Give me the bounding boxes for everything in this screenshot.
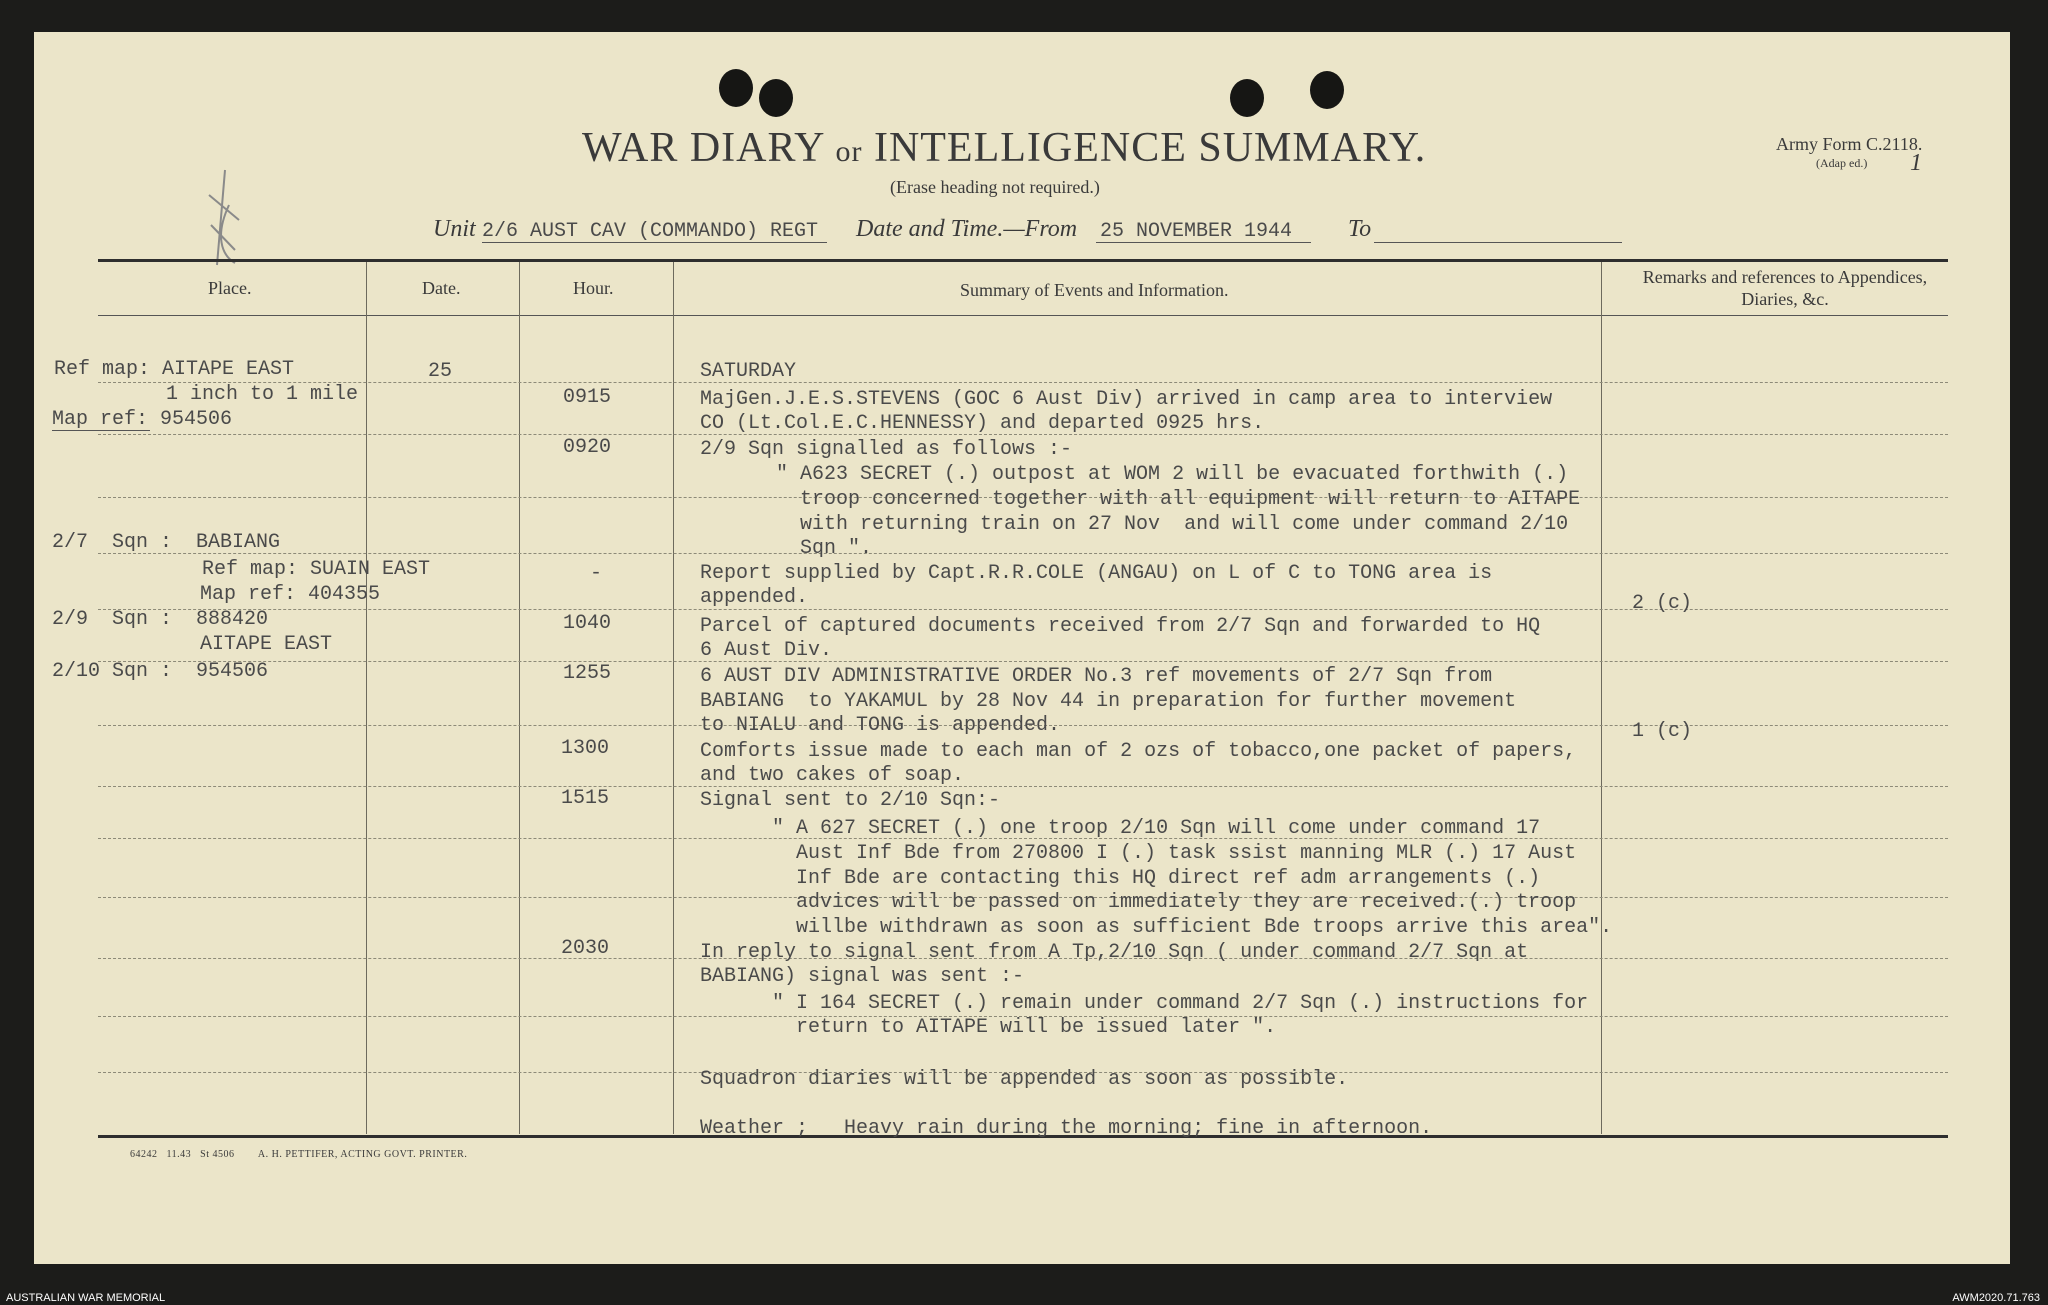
punch-hole — [719, 69, 753, 107]
remark-reference: 1 (c) — [1632, 720, 1693, 743]
hour-cell: 0915 — [563, 386, 612, 409]
summary-line: troop concerned together with all equipment will return to AITAPE — [800, 488, 1581, 511]
column-header-remarks: Remarks and references to Appendices, Diaries, &c. — [1642, 267, 1928, 309]
summary-line: BABIANG to YAKAMUL by 28 Nov 44 in preparation for further movement — [700, 690, 1517, 713]
column-header-hour: Hour. — [573, 278, 614, 298]
summary-line: return to AITAPE will be issued later ". — [796, 1016, 1277, 1039]
column-header-place: Place. — [208, 278, 252, 298]
column-divider — [519, 262, 520, 1134]
summary-line: Parcel of captured documents received from 2/7 Sqn and forwarded to HQ — [700, 615, 1541, 638]
place-entry: Map ref: 954506 — [52, 408, 233, 431]
unit-underline — [482, 242, 827, 243]
column-header-summary: Summary of Events and Information. — [960, 280, 1229, 300]
summary-line: " I 164 SECRET (.) remain under command 2/7 Sqn (.) instructions for — [772, 992, 1589, 1015]
to-underline — [1374, 242, 1622, 243]
summary-line: advices will be passed on immediately they are received.(.) troop — [796, 891, 1577, 914]
title-or: or — [835, 135, 863, 168]
table-top-rule — [98, 259, 1948, 262]
army-form-adap: (Adap ed.) — [1816, 156, 1868, 170]
date-value: 25 NOVEMBER 1944 — [1100, 220, 1293, 243]
map-ref-underline — [52, 430, 150, 431]
hour-cell: 1040 — [563, 612, 612, 635]
summary-line: Report supplied by Capt.R.R.COLE (ANGAU) on L of C to TONG area is — [700, 562, 1493, 585]
hour-cell: 1255 — [563, 662, 612, 685]
column-header-date: Date. — [422, 278, 461, 298]
summary-line: 2/9 Sqn signalled as follows :- — [700, 438, 1073, 461]
summary-line: MajGen.J.E.S.STEVENS (GOC 6 Aust Div) arrived in camp area to interview — [700, 388, 1553, 411]
hour-cell: 2030 — [561, 937, 610, 960]
summary-line: " A 627 SECRET (.) one troop 2/10 Sqn will come under command 17 — [772, 817, 1541, 840]
summary-line: Squadron diaries will be appended as soon as possible. — [700, 1068, 1349, 1091]
summary-line: Signal sent to 2/10 Sqn:- — [700, 789, 1001, 812]
ruled-line — [98, 661, 1948, 662]
summary-line: and two cakes of soap. — [700, 764, 965, 787]
summary-line: 6 AUST DIV ADMINISTRATIVE ORDER No.3 ref movements of 2/7 Sqn from — [700, 665, 1493, 688]
page-number-mark: 1 — [1910, 150, 1922, 176]
ruled-line — [98, 382, 1948, 383]
date-cell: 25 — [428, 360, 453, 383]
column-divider — [366, 262, 367, 1134]
unit-value: 2/6 AUST CAV (COMMANDO) REGT — [482, 220, 819, 243]
summary-line: willbe withdrawn as soon as sufficient Bde troops arrive this area". — [796, 916, 1613, 939]
date-label: Date and Time.—From — [856, 216, 1078, 242]
army-form-number: Army Form C.2118. — [1776, 134, 1923, 154]
place-entry: 1 inch to 1 mile — [166, 383, 359, 406]
summary-line: appended. — [700, 586, 809, 609]
punch-hole — [759, 79, 793, 117]
table-header-rule — [98, 315, 1948, 316]
title-part2: INTELLIGENCE SUMMARY. — [873, 125, 1427, 171]
summary-line: " A623 SECRET (.) outpost at WOM 2 will be evacuated forthwith (.) — [776, 463, 1569, 486]
place-entry: 2/9 Sqn : 888420 — [52, 608, 269, 631]
place-entry: Ref map: SUAIN EAST — [202, 558, 431, 581]
form-title — [582, 124, 1426, 172]
summary-line: Inf Bde are contacting this HQ direct ref adm arrangements (.) — [796, 867, 1541, 890]
place-entry: 2/7 Sqn : BABIANG — [52, 531, 281, 554]
archive-footer-left: AUSTRALIAN WAR MEMORIAL — [6, 1292, 166, 1304]
summary-line: with returning train on 27 Nov and will come under command 2/10 — [800, 513, 1569, 536]
summary-line: In reply to signal sent from A Tp,2/10 Sqn ( under command 2/7 Sqn at — [700, 941, 1529, 964]
punch-hole — [1230, 79, 1264, 117]
archive-footer-right: AWM2020.71.763 — [1952, 1292, 2040, 1304]
title-part1: WAR DIARY — [582, 125, 824, 171]
column-divider — [673, 262, 674, 1134]
summary-line: to NIALU and TONG is appended. — [700, 714, 1061, 737]
hour-cell: - — [590, 562, 603, 585]
ruled-line — [98, 786, 1948, 787]
summary-line: Aust Inf Bde from 270800 I (.) task ssist manning MLR (.) 17 Aust — [796, 842, 1577, 865]
summary-line: CO (Lt.Col.E.C.HENNESSY) and departed 0925 hrs. — [700, 412, 1265, 435]
remark-reference: 2 (c) — [1632, 592, 1693, 615]
ruled-line — [98, 553, 1948, 554]
summary-line: 6 Aust Div. — [700, 639, 833, 662]
summary-line: Sqn ". — [800, 537, 873, 560]
hour-cell: 1515 — [561, 787, 610, 810]
place-entry: Map ref: 404355 — [200, 583, 381, 606]
place-entry: AITAPE EAST — [200, 633, 333, 656]
unit-label: Unit — [433, 216, 476, 242]
summary-line: Comforts issue made to each man of 2 ozs of tobacco,one packet of papers, — [700, 740, 1577, 763]
summary-line: SATURDAY — [700, 360, 797, 383]
column-divider — [1601, 262, 1602, 1134]
summary-line: Weather ; Heavy rain during the morning; fine in afternoon. — [700, 1117, 1433, 1140]
to-label: To — [1348, 216, 1372, 242]
place-entry: Ref map: AITAPE EAST — [54, 358, 295, 381]
form-subtitle: (Erase heading not required.) — [890, 177, 1100, 197]
punch-hole — [1310, 71, 1344, 109]
printer-imprint: 64242 11.43 St 4506 A. H. PETTIFER, ACTING GOVT. PRINTER. — [130, 1149, 468, 1160]
hour-cell: 1300 — [561, 737, 610, 760]
summary-line: BABIANG) signal was sent :- — [700, 965, 1025, 988]
date-underline — [1096, 242, 1311, 243]
hour-cell: 0920 — [563, 436, 612, 459]
place-entry: 2/10 Sqn : 954506 — [52, 660, 269, 683]
